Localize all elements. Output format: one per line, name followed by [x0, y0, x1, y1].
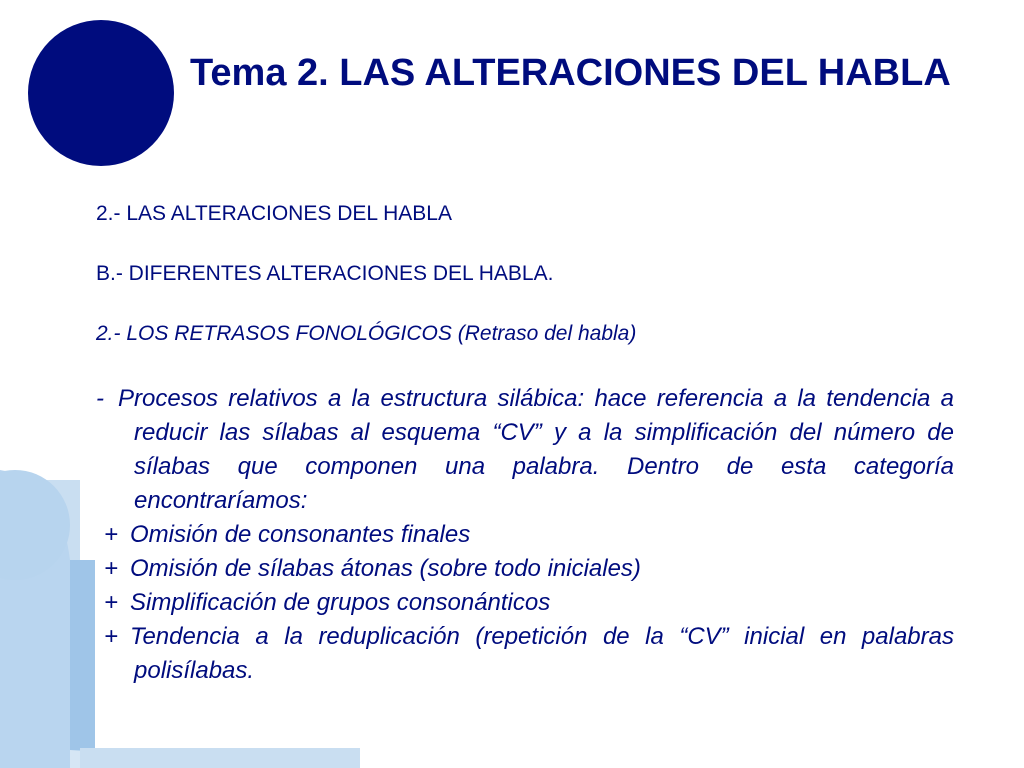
section-heading: 2.- LAS ALTERACIONES DEL HABLA	[96, 202, 452, 225]
list-item-text: Tendencia a la reduplicación (repetición de la “CV” inicial en palabras polisílabas.	[130, 623, 954, 684]
topic-heading: 2.- LOS RETRASOS FONOLÓGICOS (Retraso del habla)	[96, 322, 637, 345]
content-list	[96, 382, 954, 688]
process-text: Procesos relativos a la estructura silábica: hace referencia a la tendencia a reducir las sílabas al esquema “CV” y a la simplificación del número de sílabas que componen una palabra. Dentro de esta categoría encontraríamos:	[118, 385, 954, 514]
dash-marker: -	[96, 385, 104, 412]
plus-marker: +	[104, 589, 119, 616]
plus-marker: +	[104, 623, 119, 650]
list-item-text: Omisión de sílabas átonas (sobre todo iniciales)	[130, 555, 641, 582]
list-item	[96, 552, 954, 586]
plus-marker: +	[104, 521, 119, 548]
list-item	[96, 620, 954, 688]
list-item-text: Omisión de consonantes finales	[130, 521, 471, 548]
subsection-heading: B.- DIFERENTES ALTERACIONES DEL HABLA.	[96, 262, 554, 285]
plus-marker: +	[104, 555, 119, 582]
list-item	[96, 586, 954, 620]
list-item-text: Simplificación de grupos consonánticos	[130, 589, 551, 616]
slide-title: Tema 2. LAS ALTERACIONES DEL HABLA	[190, 52, 951, 94]
decorative-circle-dark	[28, 20, 174, 166]
decorative-bottom-band	[80, 748, 360, 768]
process-paragraph	[96, 382, 954, 518]
list-item	[96, 518, 954, 552]
